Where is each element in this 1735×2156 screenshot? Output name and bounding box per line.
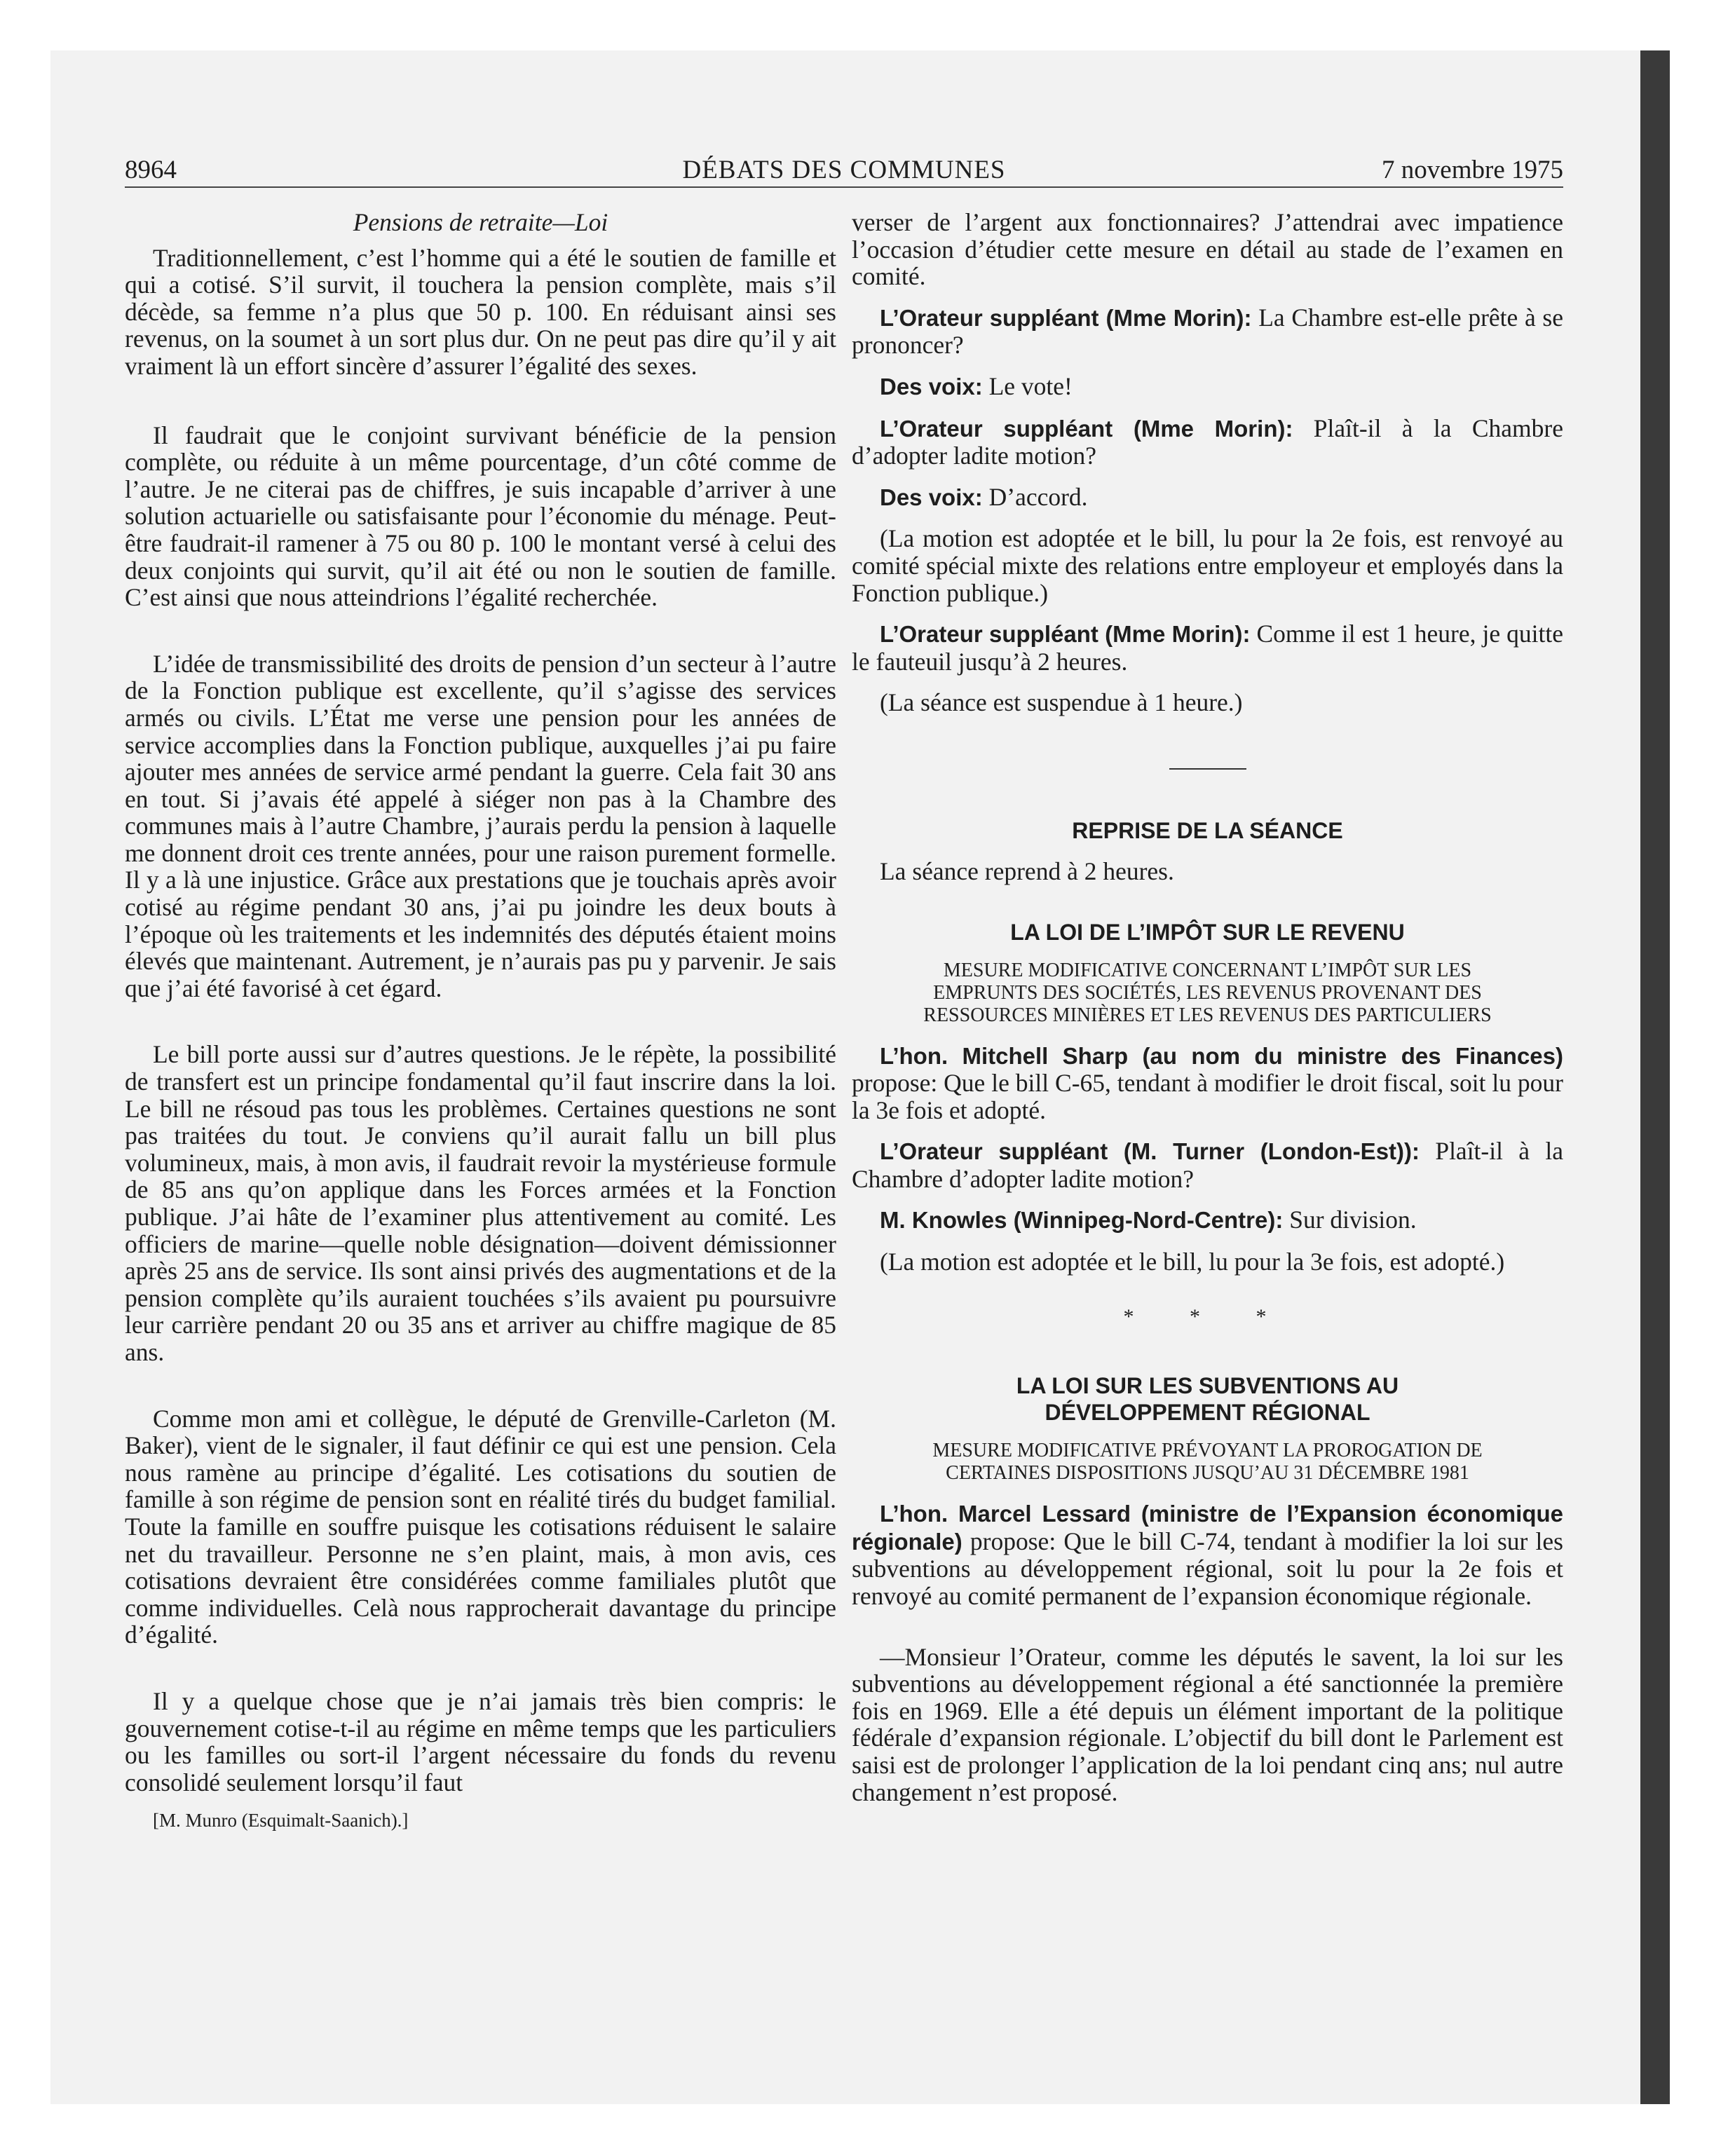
page-number: 8964 — [125, 156, 177, 184]
running-title: Pensions de retraite—Loi — [353, 208, 608, 236]
speech — [852, 1206, 1563, 1234]
speech-text: D’accord. — [982, 482, 1088, 511]
heading-line: LA LOI SUR LES SUBVENTIONS AU — [1016, 1373, 1399, 1399]
subheading-line: MESURE MODIFICATIVE CONCERNANT L’IMPÔT SUR LES — [943, 959, 1472, 981]
speech — [852, 620, 1563, 675]
speech-text: Plaît-il à la Chambre d’adopter ladite motion? — [852, 414, 1563, 470]
page-date: 7 novembre 1975 — [1382, 156, 1563, 184]
speaker-name: L’Orateur suppléant (M. Turner (London-Est)): — [880, 1138, 1420, 1165]
right-column — [852, 209, 1563, 1820]
sitting-suspended: (La séance est suspendue à 1 heure.) — [880, 688, 1243, 717]
speaker-name: L’Orateur suppléant (Mme Morin): — [880, 304, 1252, 331]
left-column — [125, 209, 836, 1834]
heading-impot: LA LOI DE L’IMPÔT SUR LE REVENU — [1010, 919, 1405, 945]
paragraph: verser de l’argent aux fonctionnaires? J’attendrai avec impatience l’occasion d’étudier cette mesure en détail au stade de l’examen en comité. — [852, 208, 1563, 291]
publication-title: DÉBATS DES COMMUNES — [682, 156, 1006, 184]
speaker-name: L’Orateur suppléant (Mme Morin): — [880, 621, 1251, 648]
motion-result: (La motion est adoptée et le bill, lu pour la 3e fois, est adopté.) — [880, 1248, 1505, 1276]
speech — [852, 484, 1563, 512]
subheading-line: RESSOURCES MINIÈRES ET LES REVENUS DES PARTICULIERS — [923, 1004, 1492, 1026]
speaker-name: L’Orateur suppléant (Mme Morin): — [880, 415, 1293, 442]
speaker-name: L’hon. Marcel Lessard (ministre de l’Expansion économique régionale) — [852, 1501, 1563, 1555]
section-divider — [1169, 768, 1246, 770]
speaker-name: Des voix: — [880, 373, 983, 400]
speech-text: propose: Que le bill C-74, tendant à modifier la loi sur les subventions au développement régional, soit lu pour la 2e fois et renvoyé au comité permanent de l’expansion économique régionale. — [852, 1527, 1563, 1611]
speaker-name: L’hon. Mitchell Sharp (au nom du ministre des Finances) — [880, 1042, 1563, 1069]
motion-result: (La motion est adoptée et le bill, lu pour la 2e fois, est renvoyé au comité spécial mixte des relations entre employeur et employés dans la Fonction publique.) — [852, 524, 1563, 607]
page-edge-shadow — [1640, 50, 1670, 2104]
heading-subventions — [852, 1372, 1563, 1426]
speech — [852, 304, 1563, 359]
speech-text: Le vote! — [982, 371, 1073, 400]
speech — [852, 1500, 1563, 1609]
speech-text: propose: Que le bill C-65, tendant à modifier le droit fiscal, soit lu pour la 3e fois et adopté. — [852, 1069, 1563, 1124]
speech-text: Plaît-il à la Chambre d’adopter ladite motion? — [852, 1137, 1563, 1193]
subheading-subventions — [852, 1440, 1563, 1485]
paragraph: Il faudrait que le conjoint survivant bénéficie de la pension complète, ou réduite à un même pourcentage, d’un côté comme de l’autre. Je ne citerai pas de chiffres, je suis incapable d’arriver à une solution actuarielle ou satisfaisante pour l’économie du ménage. Peut-être faudrait-il ramener à 75 ou 80 p. 100 le montant versé à celui des deux conjoints qui survit, qu’il ait été ou non le soutien de famille. C’est ainsi que nous atteindrions l’égalité recherchée. — [125, 421, 836, 612]
speaker-name: M. Knowles (Winnipeg-Nord-Centre): — [880, 1207, 1284, 1234]
paragraph: Il y a quelque chose que je n’ai jamais très bien compris: le gouvernement cotise-t-il au régime en même temps que les particuliers ou les familles ou sort-il l’argent nécessaire du fonds du revenu consolidé seulement lorsqu’il faut — [125, 1686, 836, 1796]
paragraph: Traditionnellement, c’est l’homme qui a été le soutien de famille et qui a cotisé. S’il survit, il touchera la pension complète, mais s’il décède, sa femme n’a plus que 50 p. 100. En réduisant ainsi ses revenus, on la soumet à un sort plus dur. On ne peut pas dire qu’il y ait vraiment là un effort sincère d’assurer l’égalité des sexes. — [125, 243, 836, 380]
paragraph: —Monsieur l’Orateur, comme les députés le savent, la loi sur les subventions au développement régional a été sanctionnée la première fois en 1969. Elle a été depuis un élément important de la politique fédérale d’expansion régionale. L’objectif du bill dont le Parlement est saisi est de prolonger l’application de la loi pendant cinq ans; nul autre changement n’est proposé. — [852, 1642, 1563, 1806]
speech — [852, 415, 1563, 470]
paragraph: L’idée de transmissibilité des droits de pension d’un secteur à l’autre de la Fonction publique est excellente, qu’il s’agisse des services armés ou civils. L’État me verse une pension pour les années de service accomplies dans la Fonction publique, auxquelles j’ai pu faire ajouter mes années de service armé pendant la guerre. Cela fait 30 ans en tout. Si j’avais été appelé à siéger non pas à la Chambre des communes mais à l’autre Chambre, j’aurais perdu la pension à laquelle me donnent droit ces trente années, pour une raison purement formelle. Il y a là une injustice. Grâce aux prestations que je touchais après avoir cotisé au régime pendant 30 ans, j’ai pu joindre les deux bouts à l’époque où les traitements et les indemnités des députés étaient moins élevés que maintenant. Autrement, je n’aurais pas pu y parvenir. Je sais que j’ai été favorisé à cet égard. — [125, 649, 836, 1002]
speech — [852, 1042, 1563, 1124]
speech — [852, 1138, 1563, 1192]
speaker-footer: [M. Munro (Esquimalt-Saanich).] — [153, 1810, 409, 1831]
paragraph: La séance reprend à 2 heures. — [880, 857, 1174, 885]
speaker-name: Des voix: — [880, 484, 983, 510]
page-header — [125, 154, 1563, 188]
subheading-line: MESURE MODIFICATIVE PRÉVOYANT LA PROROGATION DE — [932, 1440, 1483, 1462]
speech — [852, 373, 1563, 401]
heading-line: DÉVELOPPEMENT RÉGIONAL — [1045, 1400, 1370, 1426]
speech-text: La Chambre est-elle prête à se prononcer? — [852, 303, 1563, 360]
paragraph: Le bill porte aussi sur d’autres questions. Je le répète, la possibilité de transfert est un principe fondamental qu’il faut inscrire dans la loi. Le bill ne résoud pas tous les problèmes. Certaines questions ne sont pas traitées du tout. Je conviens qu’il aurait fallu un bill plus volumineux, mais, à mon avis, il faudrait revoir la mystérieuse formule de 85 ans qu’on applique dans les Forces armées et la Fonction publique. J’ai hâte de l’examiner plus attentivement au comité. Les officiers de marine—quelle noble désignation—doivent démissionner après 25 ans de service. Ils sont ainsi privés des augmentations et de la pension complète qu’ils auraient touchées s’ils avaient pu poursuivre leur carrière pendant 20 ou 35 ans et arriver au chiffre magique de 85 ans. — [125, 1040, 836, 1366]
speech-text: Sur division. — [1283, 1206, 1417, 1234]
heading-reprise: REPRISE DE LA SÉANCE — [1072, 817, 1343, 843]
paragraph: Comme mon ami et collègue, le député de Grenville-Carleton (M. Baker), vient de le signaler, il faut définir ce qui est une pension. Cela nous ramène au principe d’égalité. Les cotisations du soutien de famille à son régime de pension sont en réalité tirés du budget familial. Toute la famille en souffre puisque les cotisations réduisent le salaire net du travailleur. Personne ne s’en plaint, mais, à mon avis, ces cotisations devraient être considérées comme familiales plutôt que comme individuelles. Celà nous rapprocherait davantage du principe d’égalité. — [125, 1404, 836, 1649]
subheading-line: EMPRUNTS DES SOCIÉTÉS, LES REVENUS PROVENANT DES — [933, 981, 1482, 1004]
speech-text: Comme il est 1 heure, je quitte le fauteuil jusqu’à 2 heures. — [852, 620, 1563, 676]
section-stars: * * * — [1123, 1304, 1292, 1328]
subheading-impot — [852, 960, 1563, 1027]
subheading-line: CERTAINES DISPOSITIONS JUSQU’AU 31 DÉCEMBRE 1981 — [946, 1462, 1469, 1485]
